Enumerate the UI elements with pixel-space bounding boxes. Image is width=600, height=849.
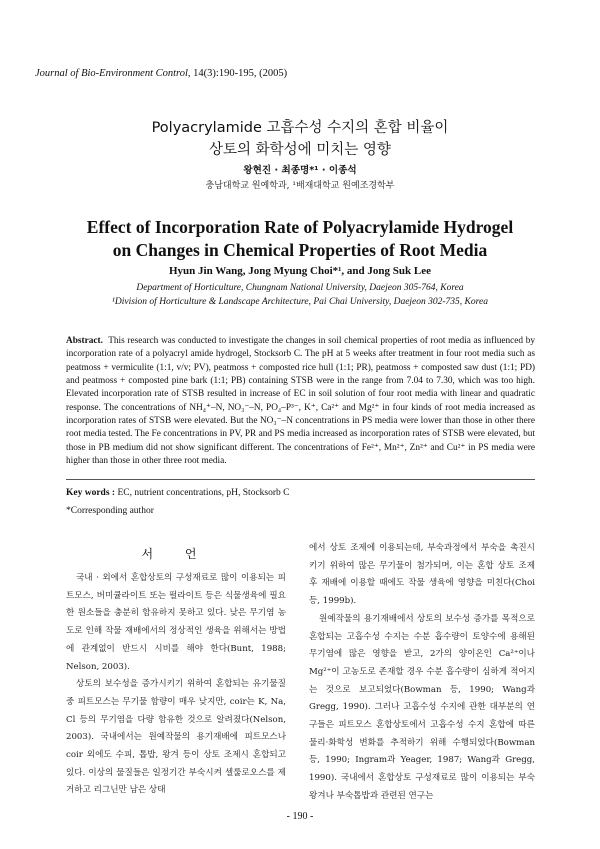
english-affiliation-2: ¹Division of Horticulture & Landscape Architecture, Pai Chai University, Daejeon 302-735, Korea (112, 297, 488, 307)
section-title-introduction: 서 언 (141, 547, 211, 561)
keywords (66, 488, 289, 498)
journal-citation (35, 68, 287, 79)
english-title-line-2: on Changes in Chemical Properties of Root Media (112, 240, 488, 260)
left-column (66, 570, 286, 800)
journal-name: Journal of Bio-Environment Control, (35, 68, 191, 79)
korean-authors: 왕현진 · 최종명*¹ · 이종석 (243, 165, 357, 176)
korean-affiliation: 충남대학교 원예학과, ¹배재대학교 원예조경학부 (205, 181, 395, 191)
left-paragraph-1: 국내 · 외에서 혼합상토의 구성재료로 많이 이용되는 피트모스, 버미큘라이트 또는 펄라이트 등은 식물생육에 필요한 원소들을 충분히 함유하지 못하고 있다. 낮은 무기염 농도로 인해 작물 재배에서의 정상적인 생육을 위해서는 방법에 관계없이 반드시 시비를 해야 한다(Bunt, 1988; Nelson, 2003). (66, 573, 286, 672)
journal-volume: 14(3):190-195, (2005) (190, 68, 288, 79)
right-column (309, 540, 535, 806)
english-affiliation-1: Department of Horticulture, Chungnam National University, Daejeon 305-764, Korea (136, 283, 464, 293)
corresponding-author-note: *Corresponding author (66, 506, 154, 516)
right-paragraph-2: 원예작물의 용기재배에서 상토의 보수성 증가를 목적으로 혼합되는 고흡수성 수지는 수분 흡수량이 토양수에 용해된 무기염에 많은 영향을 받고, 2가의 양이온인 Ca²⁺이나 Mg²⁺이 고농도로 존재할 경우 수분 흡수량이 심하게 적어지는 것으로 보고되었다(Bowman 등, 1990; Wang과 Gregg, 1990). 그러나 고흡수성 수지에 관한 대부분의 연구들은 피트모스 혼합상토에서 고흡수성 수지 혼합에 따른 물리·화학성 변화를 추적하기 위해 수행되었다(Bowman 등, 1990; Ingram과 Yeager, 1987; Wang과 Gregg, 1990). 국내에서 혼합상토 구성재료로 많이 이용되는 부숙왕겨나 부숙톱밥과 관련된 연구는 (309, 613, 535, 801)
abstract (66, 335, 535, 468)
abstract-text: This research was conducted to investigate the changes in soil chemical properties of root media as influenced by incorporation rate of a polyacryl amide hydrogel, Stocksorb C. The pH at 5 weeks after treatment in four root media such as peatmoss + vermiculite (1:1, v/v; PV), peatmoss + composted rice hull (1:1; PR), peatmoss + composted saw dust (1:1; PD) and peatmoss + composted pine bark (1:1; PB) containing STSB were in the range from 7.04 to 7.30, which was too high. Elevated incorporation rate of STSB resulted in increase of EC in soil solution of four root media with linear and quadratic response. The concentrations of NH₄⁺–N, NO₃⁻–N, PO₄–P³⁻, K⁺, Ca²⁺ and Mg²⁺ in four kinds of root media increased as incorporation rates of STSB were elevated. But the NO₃⁻–N concentrations in PS media were lower than those in other there root media tested. The Fe concentrations in PV, PR and PS media increased as incorporation rates of STSB were elevated, but those in PB medium did not show significant different. The concentrations of Fe²⁺, Mn²⁺, Zn²⁺ and Cu²⁺ in PS media were higher than those in other three root media. (66, 336, 535, 467)
left-paragraph-2: 상토의 보수성을 증가시키기 위하여 혼합되는 유기물질 중 피트모스는 무기물 함량이 매우 낮지만, coir는 K, Na, Cl 등의 무기염을 다량 함유한 것으로 알려졌다(Nelson, 2003). 국내에서는 원예작물의 용기재배에 피트모스나 coir 외에도 수피, 톱밥, 왕겨 등이 상토 조제시 혼합되고 있다. 이상의 물질들은 일정기간 부숙시켜 셀룰로오스를 제거하고 리그닌만 남은 상태 (66, 679, 286, 796)
korean-title-line-2: 상토의 화학성에 미치는 영향 (209, 142, 391, 158)
page-number: - 190 - (286, 811, 314, 822)
right-paragraph-1: 에서 상토 조제에 이용되는데, 부숙과정에서 부숙을 촉진시키기 위하여 많은 무기물이 첨가되며, 이는 혼합 상토 조제 후 재배에 이용할 때에도 작물 생육에 영향을 미친다(Choi 등, 1999b). (309, 543, 535, 607)
abstract-label: Abstract. (66, 336, 103, 346)
keywords-label: Key words : (66, 488, 116, 498)
keywords-text: EC, nutrient concentrations, pH, Stocksorb C (115, 488, 290, 498)
keywords-rule (66, 479, 535, 480)
korean-title-line-1: Polyacrylamide 고흡수성 수지의 혼합 비율이 (151, 120, 449, 136)
english-authors: Hyun Jin Wang, Jong Myung Choi*¹, and Jong Suk Lee (169, 265, 431, 277)
english-title-line-1: Effect of Incorporation Rate of Polyacrylamide Hydrogel (86, 217, 514, 237)
